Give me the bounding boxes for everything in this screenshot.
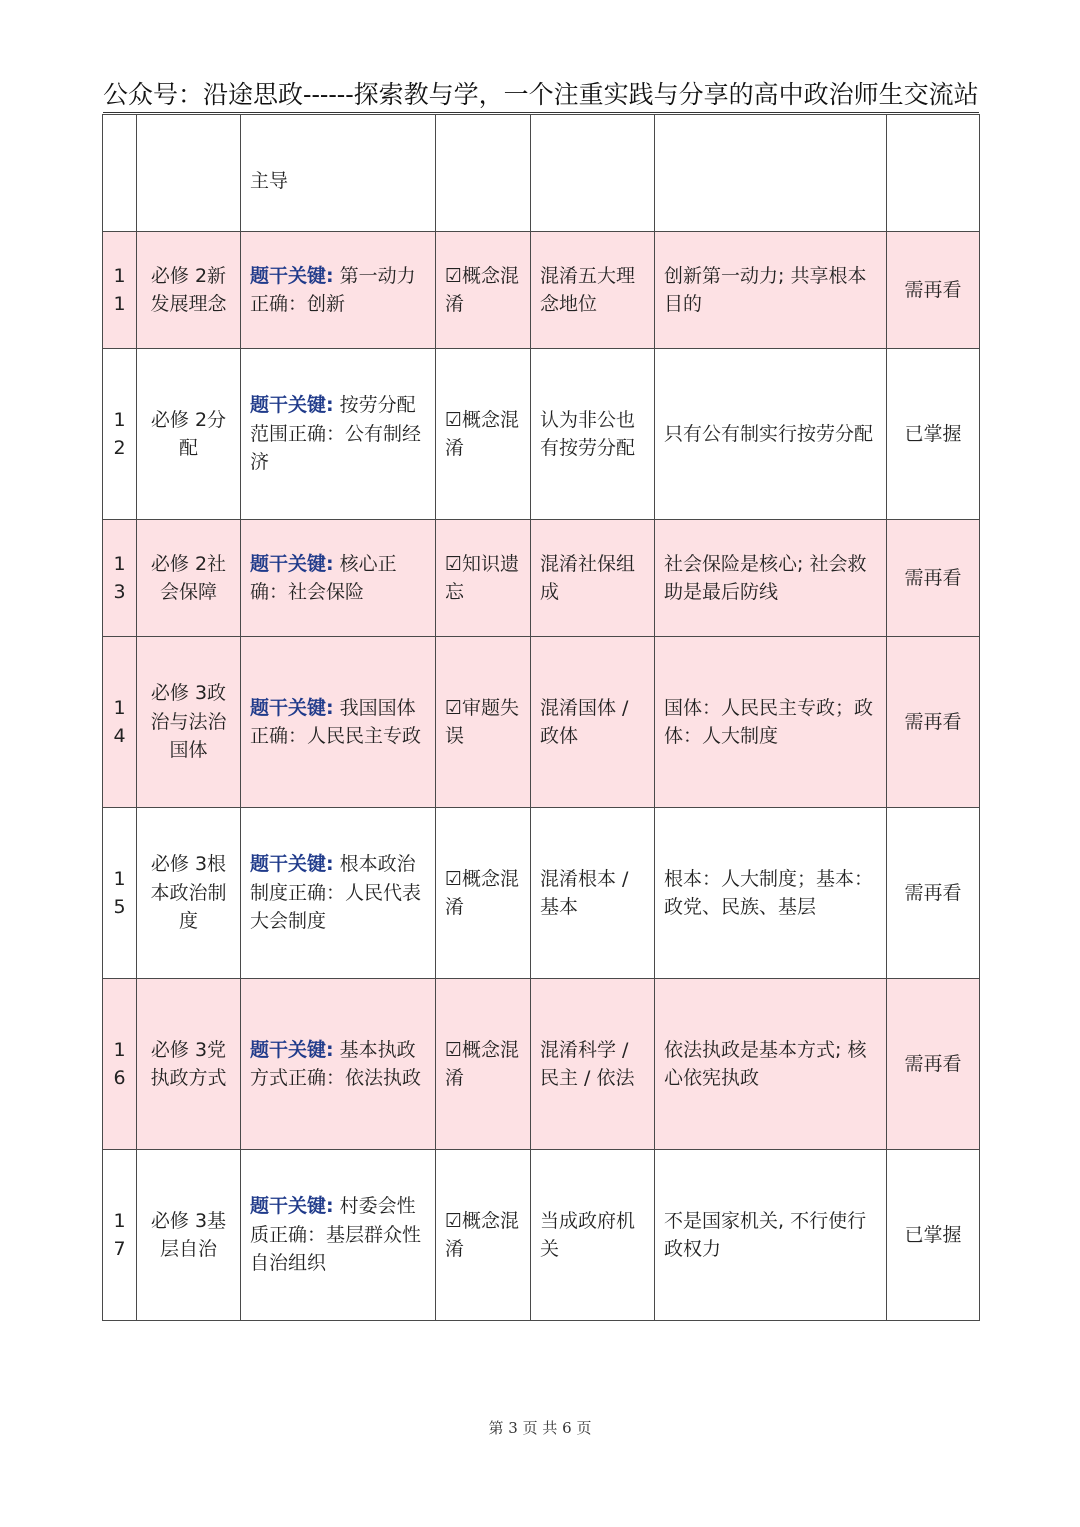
- key-text: 主导: [250, 169, 289, 192]
- key-cell: [241, 232, 436, 349]
- key-text: 根本政治制度正确：人民代表大会制度: [250, 853, 422, 933]
- status-cell: 需再看: [887, 637, 980, 808]
- table-row-continuation: [103, 115, 980, 232]
- key-cell: [241, 520, 436, 637]
- key-cell: [241, 349, 436, 520]
- index-cell: [103, 115, 137, 232]
- index-cell: 15: [103, 808, 137, 979]
- table-row: [103, 1150, 980, 1321]
- key-cell: [241, 637, 436, 808]
- module-cell: 必修 3根本政治制度: [137, 808, 241, 979]
- key-text: 第一动力正确：创新: [250, 264, 416, 315]
- key-label: 题干关键:: [250, 1038, 334, 1061]
- status-cell: 需再看: [887, 520, 980, 637]
- correct-cell: 只有公有制实行按劳分配: [655, 349, 887, 520]
- correct-cell: 不是国家机关, 不行使行政权力: [655, 1150, 887, 1321]
- error-type-cell: ☑概念混淆: [436, 349, 531, 520]
- table-row: [103, 349, 980, 520]
- key-text: 按劳分配范围正确：公有制经济: [250, 394, 422, 474]
- mistake-cell: 当成政府机关: [531, 1150, 655, 1321]
- module-cell: 必修 2新发展理念: [137, 232, 241, 349]
- error-type-cell: ☑概念混淆: [436, 808, 531, 979]
- module-cell: 必修 3党执政方式: [137, 979, 241, 1150]
- error-type-cell: ☑审题失误: [436, 637, 531, 808]
- key-text: 基本执政方式正确：依法执政: [250, 1038, 422, 1089]
- module-cell: 必修 2社会保障: [137, 520, 241, 637]
- key-cell: [241, 808, 436, 979]
- index-cell: 11: [103, 232, 137, 349]
- key-cell: [241, 115, 436, 232]
- error-type-cell: ☑概念混淆: [436, 232, 531, 349]
- correct-cell: 根本：人大制度；基本：政党、民族、基层: [655, 808, 887, 979]
- mistake-cell: 混淆科学 / 民主 / 依法: [531, 979, 655, 1150]
- correct-cell: [655, 115, 887, 232]
- error-type-cell: [436, 115, 531, 232]
- key-text: 核心正确：社会保险: [250, 552, 397, 603]
- page-header: 公众号：沿途思政------探索教与学，一个注重实践与分享的高中政治师生交流站: [103, 78, 979, 113]
- table-row: [103, 979, 980, 1150]
- correct-cell: 国体：人民民主专政；政体：人大制度: [655, 637, 887, 808]
- index-cell: 17: [103, 1150, 137, 1321]
- status-cell: 需再看: [887, 808, 980, 979]
- correct-cell: 社会保险是核心; 社会救助是最后防线: [655, 520, 887, 637]
- key-label: 题干关键:: [250, 1195, 334, 1218]
- page-footer: 第 3 页 共 6 页: [488, 1419, 592, 1437]
- mistake-cell: 混淆国体 / 政体: [531, 637, 655, 808]
- module-cell: 必修 2分配: [137, 349, 241, 520]
- module-cell: 必修 3基层自治: [137, 1150, 241, 1321]
- key-text: 我国国体正确：人民民主专政: [250, 696, 422, 747]
- status-cell: [887, 115, 980, 232]
- index-cell: 16: [103, 979, 137, 1150]
- mistake-cell: 混淆社保组成: [531, 520, 655, 637]
- status-cell: 已掌握: [887, 1150, 980, 1321]
- table-row: [103, 520, 980, 637]
- index-cell: 12: [103, 349, 137, 520]
- status-cell: 需再看: [887, 232, 980, 349]
- error-review-table: [102, 114, 980, 1321]
- error-type-cell: ☑概念混淆: [436, 979, 531, 1150]
- index-cell: 13: [103, 520, 137, 637]
- index-cell: 14: [103, 637, 137, 808]
- correct-cell: 依法执政是基本方式; 核心依宪执政: [655, 979, 887, 1150]
- mistake-cell: [531, 115, 655, 232]
- module-cell: [137, 115, 241, 232]
- table-row: [103, 637, 980, 808]
- key-text: 村委会性质正确：基层群众性自治组织: [250, 1195, 422, 1275]
- status-cell: 已掌握: [887, 349, 980, 520]
- table-row: [103, 808, 980, 979]
- module-cell: 必修 3政治与法治国体: [137, 637, 241, 808]
- mistake-cell: 混淆根本 / 基本: [531, 808, 655, 979]
- error-type-cell: ☑概念混淆: [436, 1150, 531, 1321]
- mistake-cell: 混淆五大理念地位: [531, 232, 655, 349]
- key-label: 题干关键:: [250, 552, 334, 575]
- key-cell: [241, 979, 436, 1150]
- table-row: [103, 232, 980, 349]
- key-cell: [241, 1150, 436, 1321]
- key-label: 题干关键:: [250, 853, 334, 876]
- mistake-cell: 认为非公也有按劳分配: [531, 349, 655, 520]
- status-cell: 需再看: [887, 979, 980, 1150]
- key-label: 题干关键:: [250, 696, 334, 719]
- correct-cell: 创新第一动力; 共享根本目的: [655, 232, 887, 349]
- error-type-cell: ☑知识遗忘: [436, 520, 531, 637]
- key-label: 题干关键:: [250, 264, 334, 287]
- key-label: 题干关键:: [250, 394, 334, 417]
